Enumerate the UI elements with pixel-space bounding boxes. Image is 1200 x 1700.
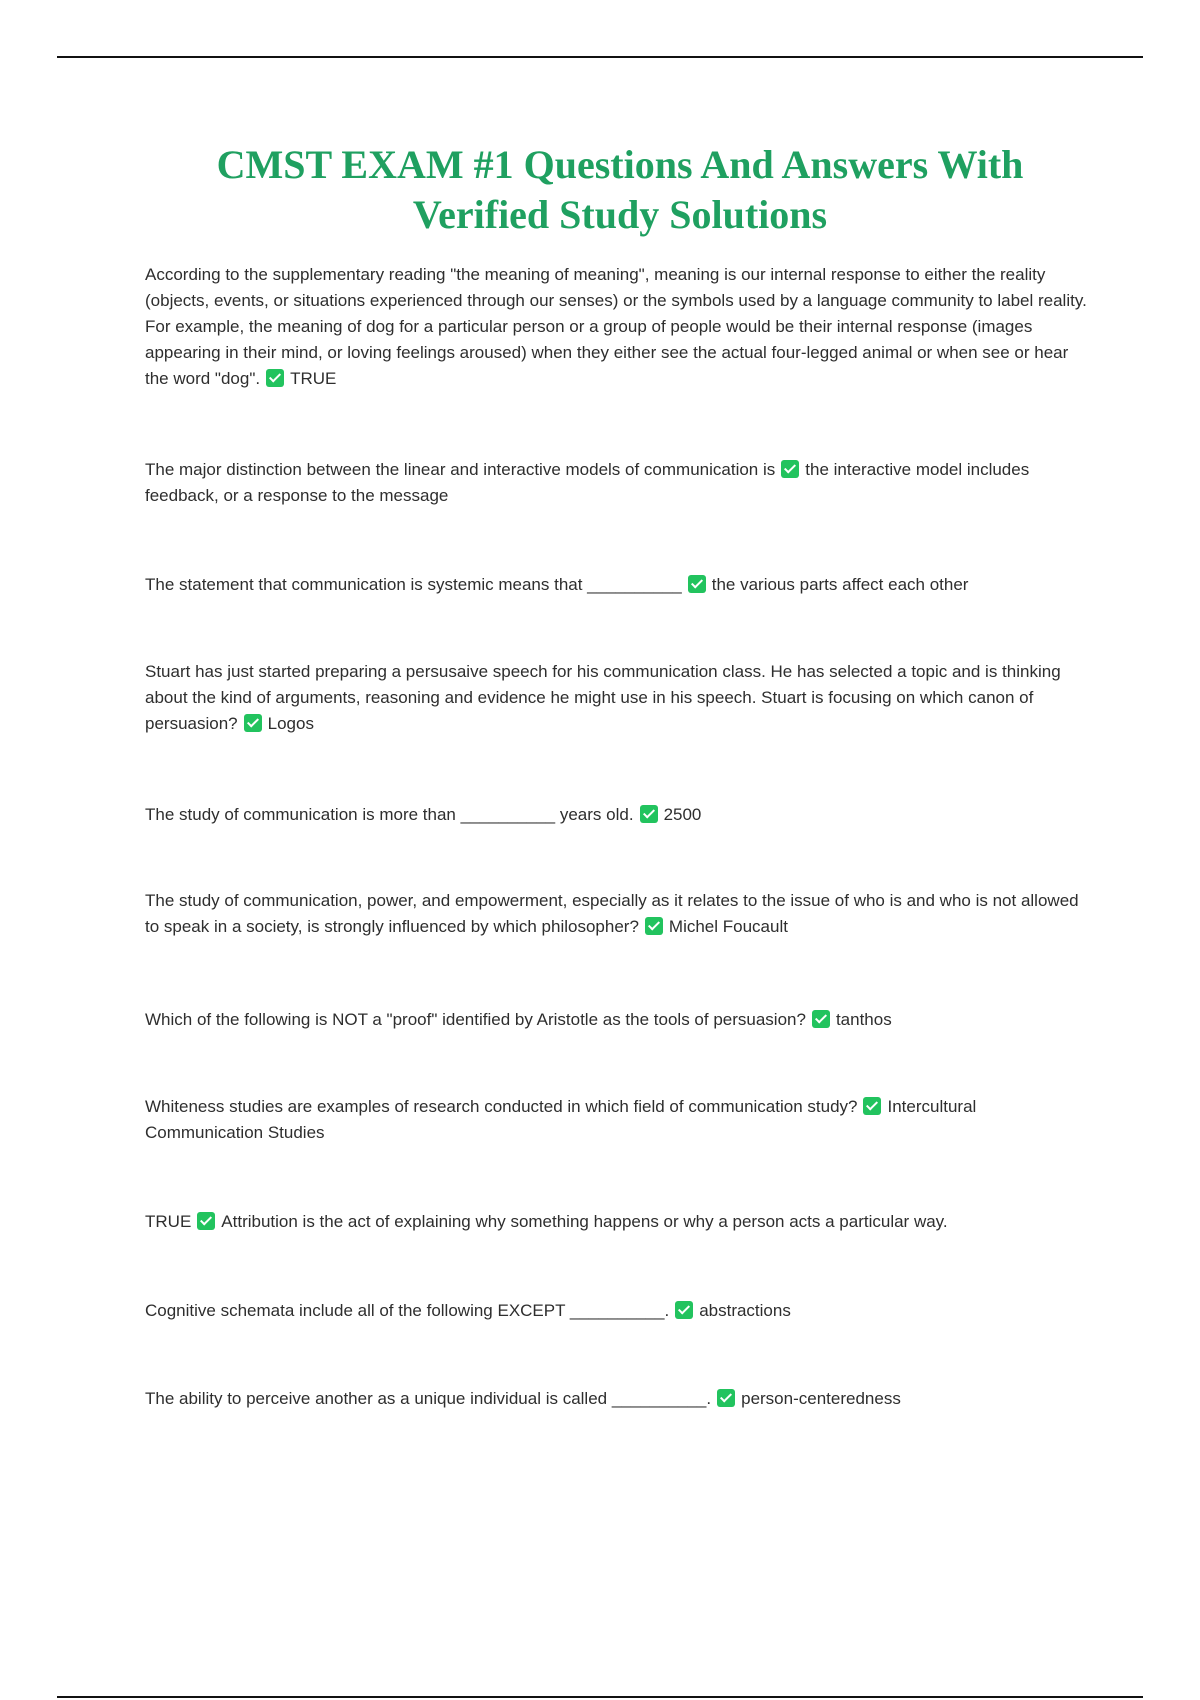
answer-text: 2500 <box>663 805 702 824</box>
question-text: The major distinction between the linear and interactive models of communication is <box>145 460 776 479</box>
question-text: Cognitive schemata include all of the following EXCEPT __________. <box>145 1301 670 1320</box>
qa-item-11 <box>145 1386 1090 1412</box>
top-rule <box>57 56 1143 58</box>
checkmark-icon <box>717 1389 735 1407</box>
answer-text: abstractions <box>699 1301 791 1320</box>
checkmark-icon <box>675 1301 693 1319</box>
qa-item-1 <box>145 262 1090 392</box>
answer-text: TRUE <box>290 369 337 388</box>
qa-item-5 <box>145 802 1090 828</box>
qa-item-7 <box>145 1007 1090 1033</box>
qa-item-6 <box>145 888 1090 940</box>
answer-text: Attribution is the act of explaining why something happens or why a person acts a particular way. <box>221 1212 948 1231</box>
question-text: The statement that communication is systemic means that __________ <box>145 575 682 594</box>
checkmark-icon <box>197 1212 215 1230</box>
checkmark-icon <box>812 1010 830 1028</box>
qa-item-4 <box>145 659 1090 737</box>
answer-text: Logos <box>267 714 314 733</box>
checkmark-icon <box>266 369 284 387</box>
qa-item-10 <box>145 1298 1090 1324</box>
checkmark-icon <box>781 460 799 478</box>
question-text: Which of the following is NOT a "proof" identified by Aristotle as the tools of persuasion? <box>145 1010 806 1029</box>
question-text: The ability to perceive another as a unique individual is called __________. <box>145 1389 712 1408</box>
bottom-rule <box>57 1696 1143 1698</box>
answer-text: tanthos <box>835 1010 892 1029</box>
question-text: The study of communication is more than __________ years old. <box>145 805 634 824</box>
answer-text: Michel Foucault <box>668 917 788 936</box>
question-text: Whiteness studies are examples of research conducted in which field of communication study? <box>145 1097 858 1116</box>
document-title: CMST EXAM #1 Questions And Answers With Verified Study Solutions <box>216 142 1024 237</box>
qa-item-8 <box>145 1094 1090 1146</box>
answer-text: the interactive model includes feedback, or a response to the message <box>145 460 1030 505</box>
question-text: Stuart has just started preparing a persusaive speech for his communication class. He has selected a topic and is thinking about the kind of arguments, reasoning and evidence he might use in his speech. Stuart is focusing on which canon of persuasion? <box>145 662 1061 733</box>
qa-item-2 <box>145 457 1090 509</box>
answer-text: person-centeredness <box>741 1389 901 1408</box>
answer-text: the various parts affect each other <box>711 575 969 594</box>
answer-text: Intercultural Communication Studies <box>145 1097 977 1142</box>
checkmark-icon <box>645 917 663 935</box>
qa-item-3 <box>145 572 1090 598</box>
question-text: The study of communication, power, and empowerment, especially as it relates to the issue of who is and who is not allowed to speak in a society, is strongly influenced by which philosopher? <box>145 891 1079 936</box>
checkmark-icon <box>863 1097 881 1115</box>
question-text: TRUE <box>145 1212 192 1231</box>
checkmark-icon <box>688 575 706 593</box>
question-text: According to the supplementary reading "the meaning of meaning", meaning is our internal response to either the reality (objects, events, or situations experienced through our senses) or the symbols used by a language community to label reality. For example, the meaning of dog for a particular person or a group of people would be their internal response (images appearing in their mind, or loving feelings aroused) when they either see the actual four-legged animal or when see or hear the word "dog". <box>145 265 1087 388</box>
qa-item-9 <box>145 1209 1090 1235</box>
checkmark-icon <box>244 714 262 732</box>
checkmark-icon <box>640 805 658 823</box>
